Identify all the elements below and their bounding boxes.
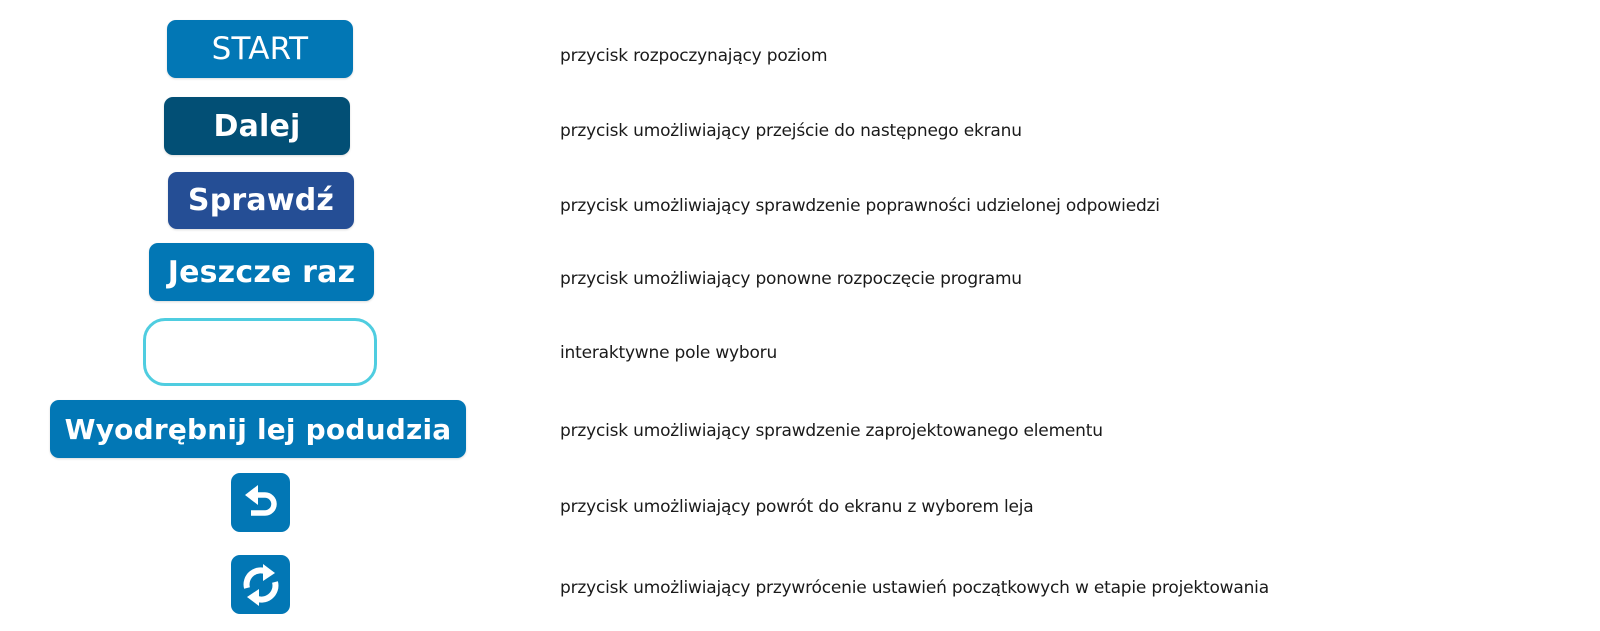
check-button-description: przycisk umożliwiający sprawdzenie poprawności udzielonej odpowiedzi bbox=[560, 196, 1160, 216]
selection-field[interactable] bbox=[143, 318, 377, 386]
reset-button-description: przycisk umożliwiający przywrócenie ustawień początkowych w etapie projektowania bbox=[560, 578, 1269, 598]
start-button-description: przycisk rozpoczynający poziom bbox=[560, 46, 828, 66]
try-again-button[interactable]: Jeszcze raz bbox=[149, 243, 374, 301]
back-button[interactable] bbox=[231, 473, 290, 532]
selection-field-description: interaktywne pole wyboru bbox=[560, 343, 778, 363]
check-button[interactable]: Sprawdź bbox=[168, 172, 354, 229]
start-button[interactable]: START bbox=[167, 20, 353, 78]
try-again-button-description: przycisk umożliwiający ponowne rozpoczęcie programu bbox=[560, 269, 1022, 289]
extract-socket-button[interactable]: Wyodrębnij lej podudzia bbox=[50, 400, 466, 458]
next-button[interactable]: Dalej bbox=[164, 97, 350, 155]
reset-button[interactable] bbox=[231, 555, 290, 614]
refresh-icon bbox=[237, 561, 285, 609]
extract-socket-button-description: przycisk umożliwiający sprawdzenie zaprojektowanego elementu bbox=[560, 421, 1103, 441]
back-button-description: przycisk umożliwiający powrót do ekranu z wyborem leja bbox=[560, 497, 1034, 517]
back-arrow-icon bbox=[239, 481, 283, 525]
next-button-description: przycisk umożliwiający przejście do następnego ekranu bbox=[560, 121, 1022, 141]
